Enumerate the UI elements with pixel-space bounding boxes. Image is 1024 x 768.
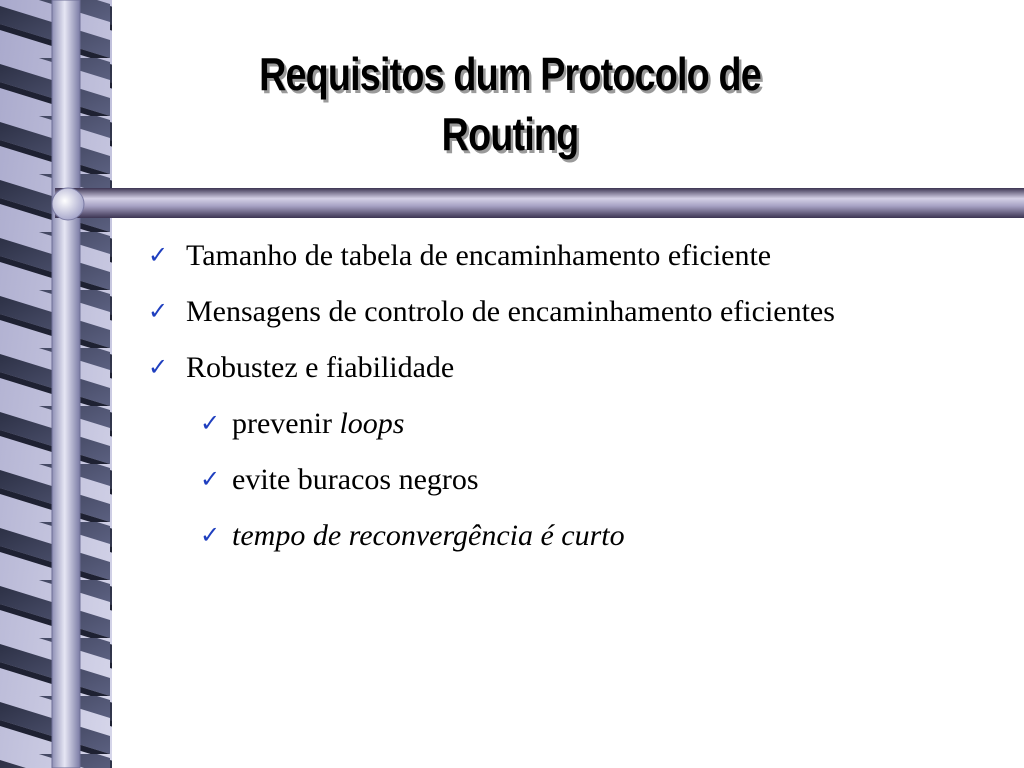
check-icon: ✓	[200, 411, 221, 437]
sub-bullet-item	[146, 406, 1006, 442]
title-line-1: Requisitos dum Protocolo de	[259, 48, 761, 100]
check-icon: ✓	[148, 355, 169, 381]
sub-bullet-item	[146, 462, 1006, 498]
bullet-text: Robustez e fiabilidade	[186, 351, 455, 384]
sub-bullet-text: evite buracos negros	[232, 463, 479, 496]
check-icon: ✓	[200, 523, 221, 549]
bullet-item	[146, 350, 1006, 386]
bullet-item	[146, 294, 1006, 330]
bullet-text: Mensagens de controlo de encaminhamento eficientes	[186, 295, 835, 328]
check-icon: ✓	[200, 467, 221, 493]
sub-bullet-item	[146, 518, 1006, 554]
title-line-2: Routing	[441, 108, 579, 160]
sub-bullet-italic-text: loops	[339, 407, 405, 440]
sub-bullet-text: prevenir	[232, 407, 340, 440]
bullet-list	[146, 238, 1006, 574]
check-icon: ✓	[148, 299, 169, 325]
slide-title	[215, 44, 805, 164]
bullet-item	[146, 238, 1006, 274]
check-icon: ✓	[148, 243, 169, 269]
sub-bullet-text: tempo de reconvergência é curto	[232, 519, 625, 552]
bullet-text: Tamanho de tabela de encaminhamento eficiente	[186, 239, 772, 272]
